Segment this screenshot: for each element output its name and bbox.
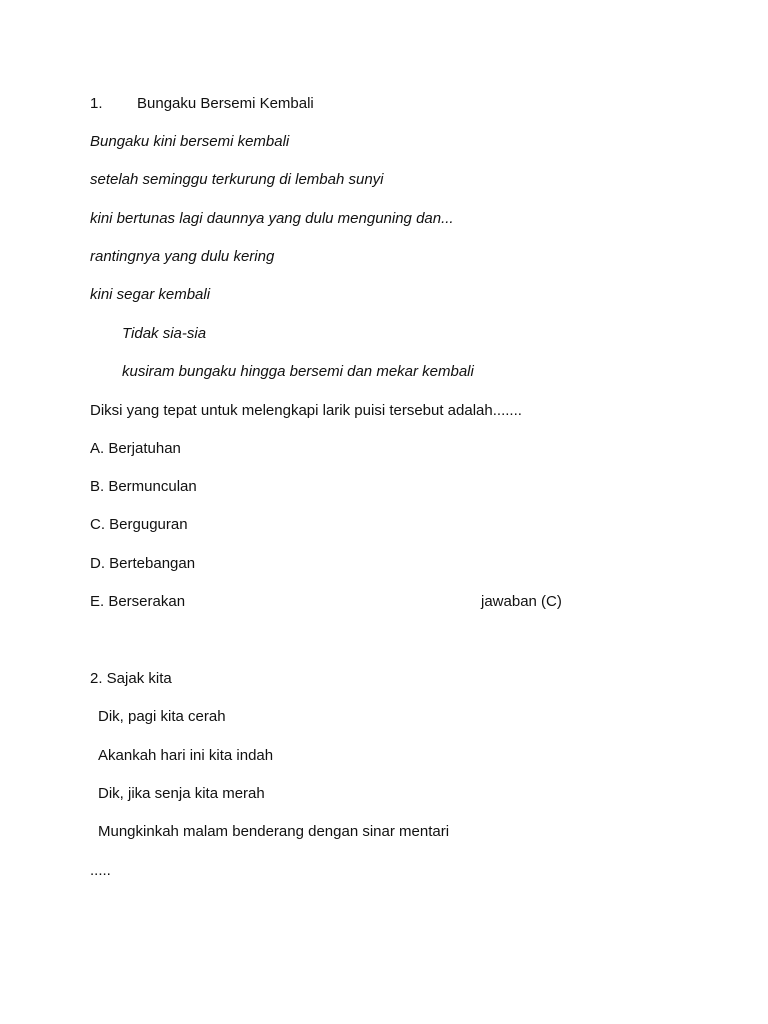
poem-line-indented: kusiram bungaku hingga bersemi dan mekar kembali bbox=[122, 363, 474, 380]
poem-line: rantingnya yang dulu kering bbox=[90, 248, 275, 265]
poem-line: Bungaku kini bersemi kembali bbox=[90, 133, 290, 150]
poem-line: setelah seminggu terkurung di lembah sunyi bbox=[90, 171, 384, 188]
poem-line: Dik, pagi kita cerah bbox=[98, 708, 226, 725]
option-b: B. Bermunculan bbox=[90, 478, 197, 495]
poem-line: kini bertunas lagi daunnya yang dulu menguning dan... bbox=[90, 210, 454, 227]
option-a: A. Berjatuhan bbox=[90, 440, 181, 457]
question-1-title: Bungaku Bersemi Kembali bbox=[137, 95, 314, 112]
question-1-number: 1. bbox=[90, 95, 103, 112]
poem-line: Dik, jika senja kita merah bbox=[98, 785, 265, 802]
question-2-heading: 2. Sajak kita bbox=[90, 670, 172, 687]
option-e: E. Berserakan bbox=[90, 593, 186, 610]
poem-line: Mungkinkah malam benderang dengan sinar mentari bbox=[98, 823, 450, 840]
question-1-prompt: Diksi yang tepat untuk melengkapi larik puisi tersebut adalah....... bbox=[90, 402, 522, 419]
option-d: D. Bertebangan bbox=[90, 555, 196, 572]
poem-line: Akankah hari ini kita indah bbox=[98, 747, 274, 764]
ellipsis: ..... bbox=[90, 862, 111, 879]
poem-line: kini segar kembali bbox=[90, 286, 211, 303]
option-c: C. Berguguran bbox=[90, 516, 188, 533]
answer-key: jawaban (C) bbox=[481, 593, 562, 610]
poem-line-indented: Tidak sia-sia bbox=[122, 325, 207, 342]
